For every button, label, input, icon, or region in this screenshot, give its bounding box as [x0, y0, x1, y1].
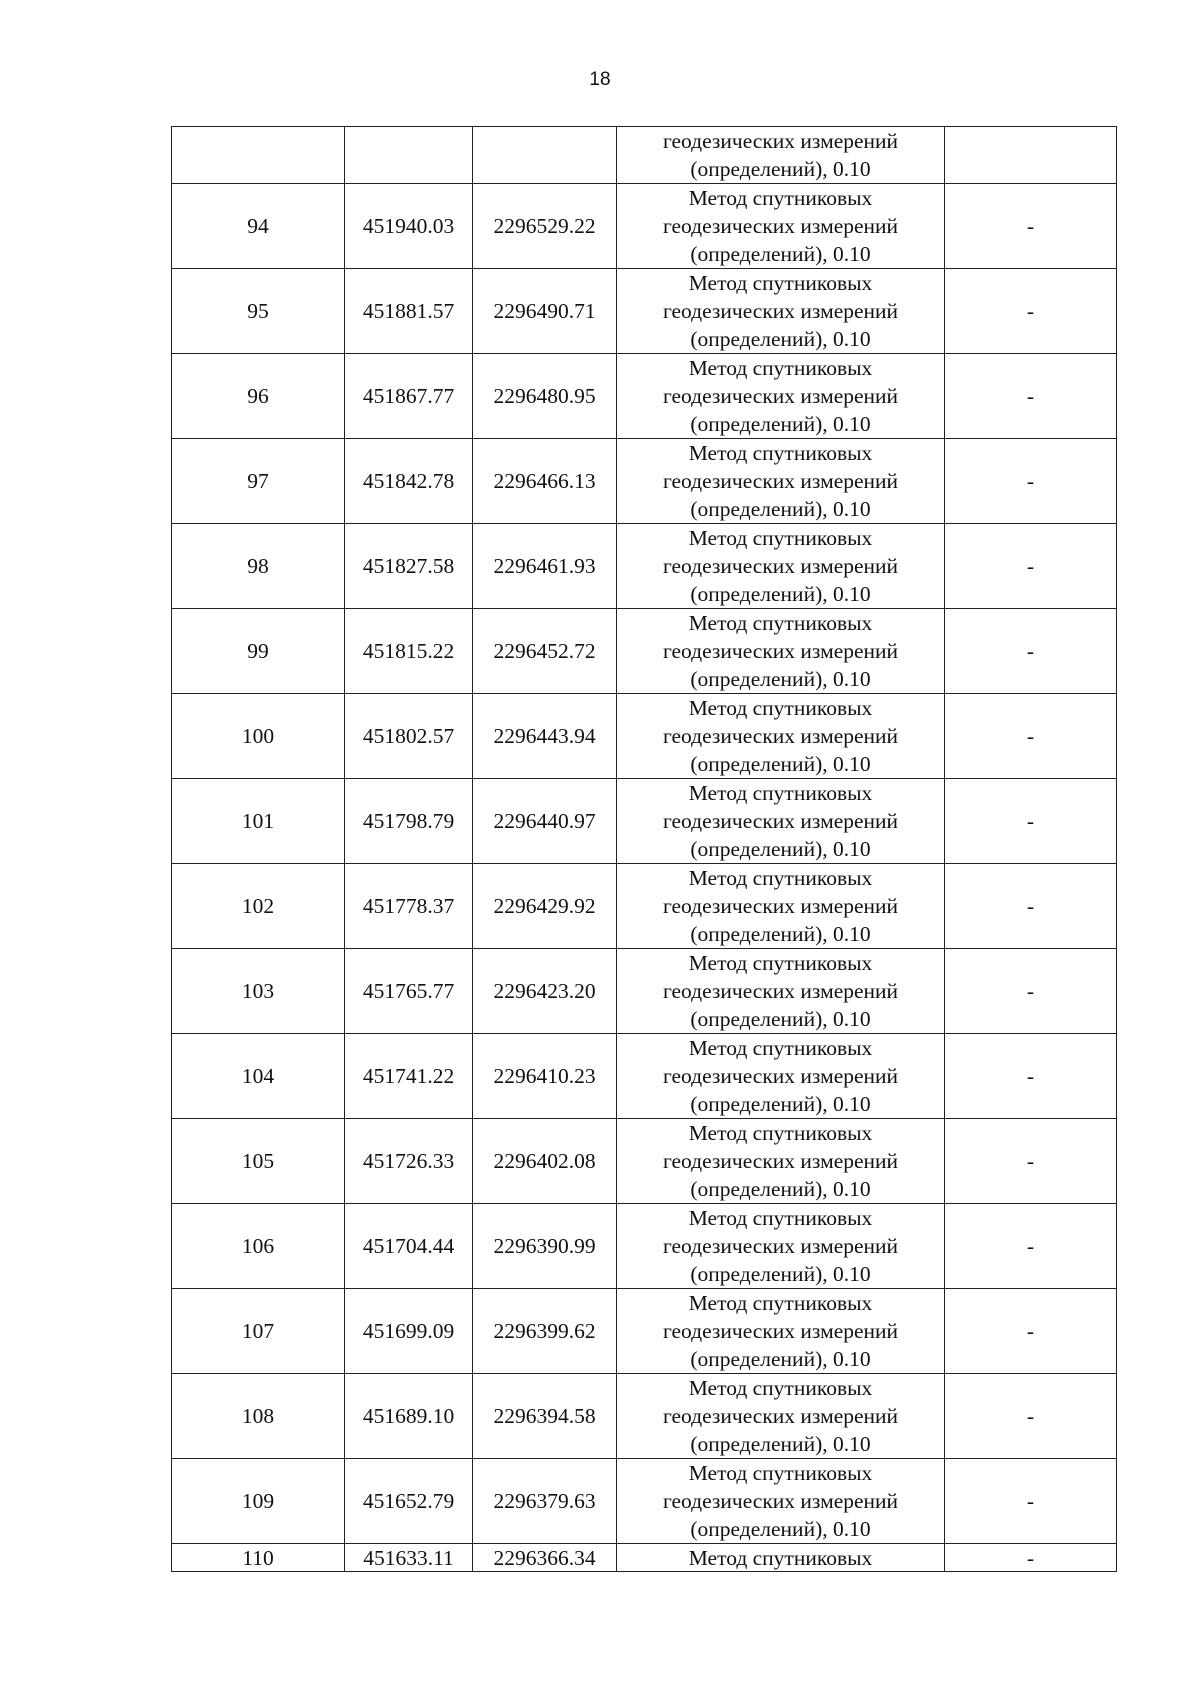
y-coordinate-cell: 2296429.92: [473, 864, 617, 949]
x-coordinate-cell: 451798.79: [345, 779, 473, 864]
x-coordinate-cell: 451842.78: [345, 439, 473, 524]
x-coordinate-cell: 451940.03: [345, 184, 473, 269]
method-text-line: Метод спутниковых: [688, 1545, 873, 1570]
method-text-line: (определений), 0.10: [690, 922, 871, 946]
method-text-line: (определений), 0.10: [690, 1092, 871, 1116]
table-row: [172, 184, 1117, 269]
table-row: [172, 1374, 1117, 1459]
point-number-cell: 104: [172, 1034, 345, 1119]
method-text-line: (определений), 0.10: [690, 327, 871, 351]
method-text-line: Метод спутниковых: [688, 1036, 873, 1060]
note-cell: -: [945, 609, 1117, 694]
table-row: [172, 779, 1117, 864]
note-cell: -: [945, 439, 1117, 524]
method-cell: [617, 609, 945, 694]
note-cell: -: [945, 779, 1117, 864]
table-row: [172, 127, 1117, 184]
table-row: [172, 949, 1117, 1034]
point-number-cell: 98: [172, 524, 345, 609]
method-text-line: Метод спутниковых: [688, 696, 873, 720]
note-cell: -: [945, 1289, 1117, 1374]
y-coordinate-cell: 2296452.72: [473, 609, 617, 694]
method-cell: [617, 1544, 945, 1572]
note-cell: -: [945, 524, 1117, 609]
y-coordinate-cell: 2296390.99: [473, 1204, 617, 1289]
y-coordinate-cell: 2296461.93: [473, 524, 617, 609]
note-cell: -: [945, 1034, 1117, 1119]
x-coordinate-cell: 451704.44: [345, 1204, 473, 1289]
method-text-line: (определений), 0.10: [690, 412, 871, 436]
point-number-cell: 103: [172, 949, 345, 1034]
method-text-line: геодезических измерений: [662, 384, 899, 408]
y-coordinate-cell: 2296440.97: [473, 779, 617, 864]
x-coordinate-cell: 451881.57: [345, 269, 473, 354]
method-text-line: (определений), 0.10: [690, 497, 871, 521]
method-cell: [617, 184, 945, 269]
table-row: [172, 1119, 1117, 1204]
method-text-line: Метод спутниковых: [688, 611, 873, 635]
point-number-cell: 110: [172, 1544, 345, 1572]
method-cell: [617, 1034, 945, 1119]
method-text-line: геодезических измерений: [662, 1149, 899, 1173]
method-cell: [617, 354, 945, 439]
method-text-line: геодезических измерений: [662, 1489, 899, 1513]
method-text-line: геодезических измерений: [662, 1404, 899, 1428]
table-row: [172, 1544, 1117, 1572]
y-coordinate-cell: 2296366.34: [473, 1544, 617, 1572]
method-text-line: Метод спутниковых: [688, 951, 873, 975]
method-text-line: геодезических измерений: [662, 809, 899, 833]
table-row: [172, 1289, 1117, 1374]
x-coordinate-cell: 451689.10: [345, 1374, 473, 1459]
method-text-line: геодезических измерений: [662, 1234, 899, 1258]
method-text-line: геодезических измерений: [662, 639, 899, 663]
method-text-line: (определений), 0.10: [690, 667, 871, 691]
note-cell: -: [945, 864, 1117, 949]
x-coordinate-cell: 451652.79: [345, 1459, 473, 1544]
method-text-line: геодезических измерений: [662, 469, 899, 493]
x-coordinate-cell: 451827.58: [345, 524, 473, 609]
method-text-line: (определений), 0.10: [690, 157, 871, 181]
method-text-line: Метод спутниковых: [688, 186, 873, 210]
method-text-line: (определений), 0.10: [690, 1517, 871, 1541]
point-number-cell: 102: [172, 864, 345, 949]
note-cell: [945, 127, 1117, 184]
x-coordinate-cell: 451633.11: [345, 1544, 473, 1572]
note-cell: -: [945, 1204, 1117, 1289]
note-cell: -: [945, 1544, 1117, 1572]
point-number-cell: 99: [172, 609, 345, 694]
method-text-line: геодезических измерений: [662, 1319, 899, 1343]
note-cell: -: [945, 184, 1117, 269]
method-text-line: (определений), 0.10: [690, 1347, 871, 1371]
x-coordinate-cell: 451741.22: [345, 1034, 473, 1119]
table-row: [172, 694, 1117, 779]
note-cell: -: [945, 1374, 1117, 1459]
note-cell: -: [945, 694, 1117, 779]
x-coordinate-cell: [345, 127, 473, 184]
note-cell: -: [945, 354, 1117, 439]
point-number-cell: 96: [172, 354, 345, 439]
point-number-cell: 101: [172, 779, 345, 864]
x-coordinate-cell: 451815.22: [345, 609, 473, 694]
method-text-line: Метод спутниковых: [688, 271, 873, 295]
method-text-line: Метод спутниковых: [688, 1291, 873, 1315]
method-cell: [617, 524, 945, 609]
x-coordinate-cell: 451802.57: [345, 694, 473, 779]
method-text-line: (определений), 0.10: [690, 1177, 871, 1201]
coordinates-table: [171, 126, 1117, 1572]
table-row: [172, 354, 1117, 439]
method-text-line: Метод спутниковых: [688, 441, 873, 465]
method-text-line: геодезических измерений: [662, 1064, 899, 1088]
coordinates-table-body: [172, 127, 1117, 1572]
method-cell: [617, 1204, 945, 1289]
method-text-line: Метод спутниковых: [688, 356, 873, 380]
method-cell: [617, 949, 945, 1034]
method-text-line: геодезических измерений: [662, 299, 899, 323]
table-row: [172, 269, 1117, 354]
method-text-line: (определений), 0.10: [690, 1007, 871, 1031]
table-row: [172, 439, 1117, 524]
point-number-cell: 100: [172, 694, 345, 779]
method-text-line: Метод спутниковых: [688, 1206, 873, 1230]
table-row: [172, 864, 1117, 949]
method-text-line: Метод спутниковых: [688, 781, 873, 805]
method-text-line: геодезических измерений: [662, 554, 899, 578]
point-number-cell: 97: [172, 439, 345, 524]
page-number: 18: [589, 69, 611, 90]
table-row: [172, 609, 1117, 694]
note-cell: -: [945, 1119, 1117, 1204]
point-number-cell: 95: [172, 269, 345, 354]
y-coordinate-cell: 2296529.22: [473, 184, 617, 269]
table-row: [172, 1204, 1117, 1289]
x-coordinate-cell: 451867.77: [345, 354, 473, 439]
method-text-line: (определений), 0.10: [690, 582, 871, 606]
y-coordinate-cell: 2296410.23: [473, 1034, 617, 1119]
table-row: [172, 524, 1117, 609]
method-text-line: геодезических измерений: [662, 894, 899, 918]
y-coordinate-cell: 2296466.13: [473, 439, 617, 524]
x-coordinate-cell: 451699.09: [345, 1289, 473, 1374]
method-text-line: Метод спутниковых: [688, 526, 873, 550]
method-text-line: (определений), 0.10: [690, 837, 871, 861]
method-cell: [617, 1374, 945, 1459]
method-cell: [617, 269, 945, 354]
y-coordinate-cell: 2296379.63: [473, 1459, 617, 1544]
note-cell: -: [945, 1459, 1117, 1544]
y-coordinate-cell: 2296443.94: [473, 694, 617, 779]
point-number-cell: 106: [172, 1204, 345, 1289]
point-number-cell: [172, 127, 345, 184]
x-coordinate-cell: 451726.33: [345, 1119, 473, 1204]
method-text-line: Метод спутниковых: [688, 1121, 873, 1145]
y-coordinate-cell: 2296480.95: [473, 354, 617, 439]
x-coordinate-cell: 451765.77: [345, 949, 473, 1034]
point-number-cell: 109: [172, 1459, 345, 1544]
method-cell: [617, 127, 945, 184]
x-coordinate-cell: 451778.37: [345, 864, 473, 949]
y-coordinate-cell: 2296399.62: [473, 1289, 617, 1374]
note-cell: -: [945, 269, 1117, 354]
method-cell: [617, 1119, 945, 1204]
y-coordinate-cell: 2296423.20: [473, 949, 617, 1034]
y-coordinate-cell: 2296402.08: [473, 1119, 617, 1204]
method-text-line: геодезических измерений: [662, 724, 899, 748]
method-text-line: (определений), 0.10: [690, 242, 871, 266]
method-cell: [617, 779, 945, 864]
y-coordinate-cell: [473, 127, 617, 184]
y-coordinate-cell: 2296394.58: [473, 1374, 617, 1459]
method-text-line: (определений), 0.10: [690, 1262, 871, 1286]
table-row: [172, 1459, 1117, 1544]
method-text-line: Метод спутниковых: [688, 1461, 873, 1485]
method-cell: [617, 1289, 945, 1374]
method-cell: [617, 864, 945, 949]
note-cell: -: [945, 949, 1117, 1034]
method-text-line: Метод спутниковых: [688, 866, 873, 890]
table-row: [172, 1034, 1117, 1119]
y-coordinate-cell: 2296490.71: [473, 269, 617, 354]
point-number-cell: 107: [172, 1289, 345, 1374]
method-text-line: Метод спутниковых: [688, 1376, 873, 1400]
point-number-cell: 105: [172, 1119, 345, 1204]
method-text-line: (определений), 0.10: [690, 1432, 871, 1456]
method-text-line: (определений), 0.10: [690, 752, 871, 776]
method-text-line: геодезических измерений: [662, 979, 899, 1003]
method-text-line: геодезических измерений: [662, 129, 899, 153]
method-cell: [617, 1459, 945, 1544]
point-number-cell: 94: [172, 184, 345, 269]
method-cell: [617, 694, 945, 779]
point-number-cell: 108: [172, 1374, 345, 1459]
method-cell: [617, 439, 945, 524]
method-text-line: геодезических измерений: [662, 214, 899, 238]
